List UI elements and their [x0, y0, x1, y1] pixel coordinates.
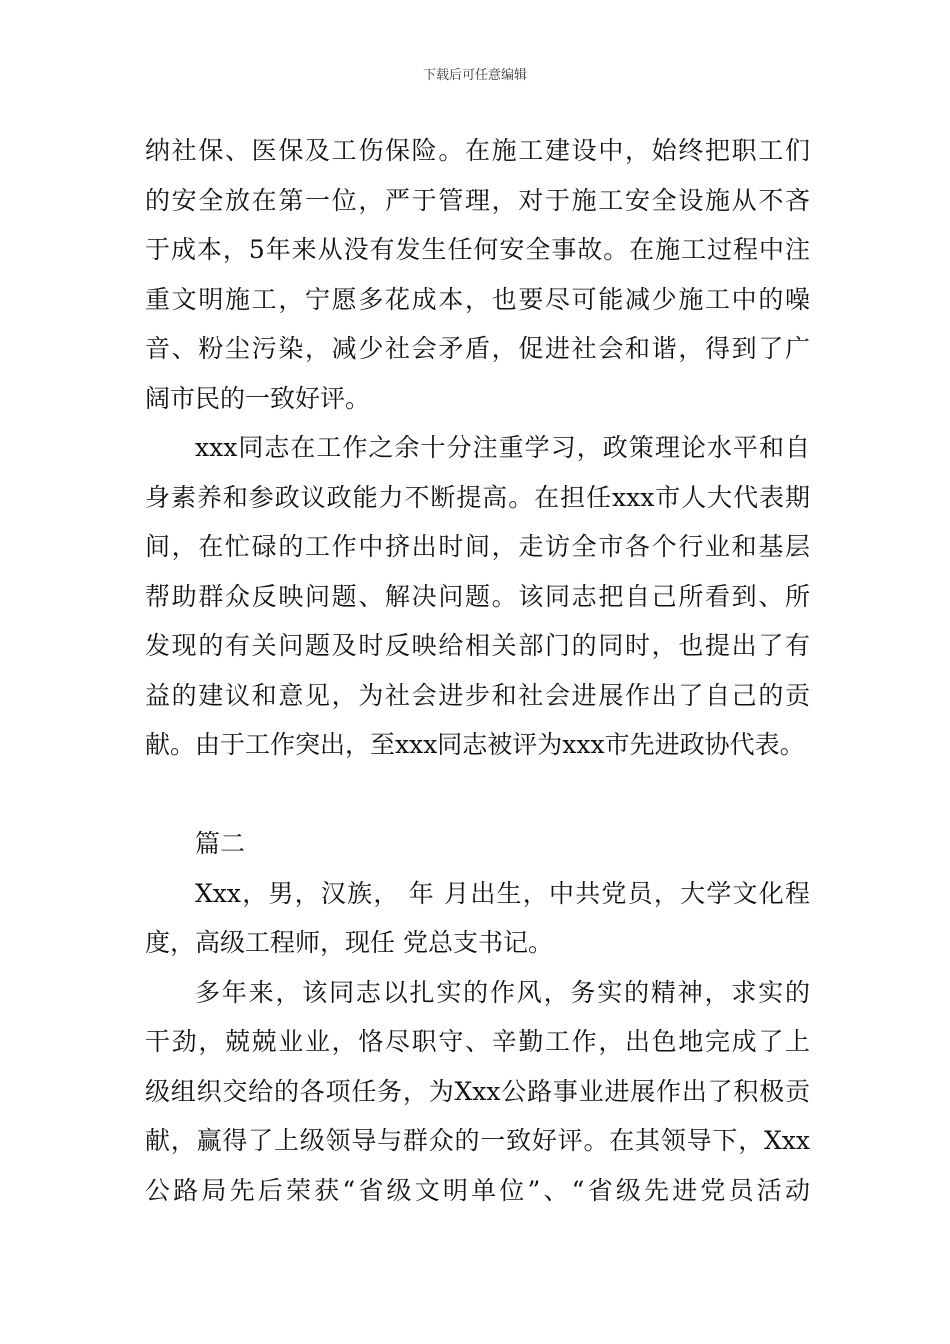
text-line: 益的建议和意见，为社会进步和社会进展作出了自己的贡 — [145, 680, 810, 710]
text-line: 公路局先后荣获“省级文明单位”、“省级先进党员活动 — [145, 1175, 810, 1205]
text-line: 献，赢得了上级领导与群众的一致好评。在其领导下，Xxx — [145, 1126, 810, 1155]
text-line: 献。由于工作突出，至xxx同志被评为xxx市先进政协代表。 — [145, 730, 805, 759]
text-line: 间，在忙碌的工作中挤出时间，走访全市各个行业和基层 — [145, 532, 810, 561]
section-title: 篇二 — [195, 829, 246, 858]
text-line: 帮助群众反映问题、解决问题。该同志把自己所看到、所 — [145, 581, 810, 611]
paragraph-4 — [145, 968, 810, 1216]
text-line: 音、粉尘污染，减少社会矛盾，促进社会和谐，得到了广 — [145, 334, 810, 363]
text-line: 干劲，兢兢业业，恪尽职守、辛勤工作，出色地完成了上 — [145, 1027, 810, 1056]
paragraph-1 — [145, 126, 810, 423]
text-line: 纳社保、医保及工伤保险。在施工建设中，始终把职工们 — [145, 136, 810, 165]
text-line: 身素养和参政议政能力不断提高。在担任xxx市人大代表期 — [145, 482, 810, 512]
text-line: 重文明施工，宁愿多花成本，也要尽可能减少施工中的噪 — [145, 284, 810, 314]
page-header: 下载后可任意编辑 — [422, 68, 527, 83]
paragraph-3 — [145, 869, 810, 968]
text-line: xxx同志在工作之余十分注重学习，政策理论水平和自 — [195, 433, 810, 462]
text-line: Xxx，男，汉族， 年 月出生，中共党员，大学文化程 — [195, 878, 810, 908]
document-body — [145, 126, 810, 1215]
text-line: 级组织交给的各项任务，为Xxx公路事业进展作出了积极贡 — [145, 1076, 810, 1106]
section-spacer — [145, 770, 810, 820]
text-line: 度，高级工程师，现任 党总支书记。 — [145, 928, 553, 957]
text-line: 于成本，5年来从没有发生任何安全事故。在施工过程中注 — [145, 235, 810, 264]
paragraph-2 — [145, 423, 810, 770]
text-line: 阔市民的一致好评。 — [145, 383, 371, 413]
text-line: 发现的有关问题及时反映给相关部门的同时，也提出了有 — [145, 631, 810, 660]
text-line: 多年来，该同志以扎实的作风，务实的精神，求实的 — [195, 977, 810, 1007]
text-line: 的安全放在第一位，严于管理，对于施工安全设施从不吝 — [145, 185, 810, 215]
